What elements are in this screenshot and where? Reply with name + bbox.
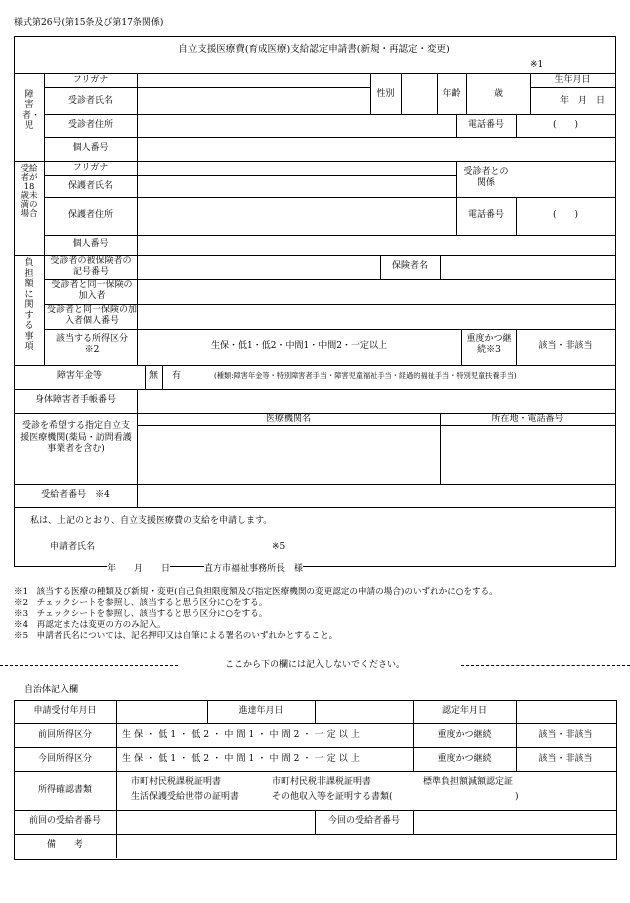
patient-address-label: 受診者住所 bbox=[67, 120, 113, 130]
addressee: 直方市福祉事務所長 様 bbox=[204, 564, 304, 574]
applicant-label: 申請者氏名 bbox=[50, 542, 96, 552]
declaration-text: 私は、上記のとおり、自立支援医療費の支給を申請します。 bbox=[30, 516, 273, 526]
age-unit: 歳 bbox=[494, 89, 504, 99]
prev-income-options: 生保・低1・低2・中間1・中間2・一定以上 bbox=[122, 730, 364, 740]
insured-number-label: 受診者の被保険者の記号番号 bbox=[50, 256, 132, 277]
footnote-5: ※5 申請者氏名については、記名押印又は自筆による署名のいずれかとすること。 bbox=[14, 631, 338, 641]
recipient-number-label: 受給者番号 ※4 bbox=[41, 490, 110, 500]
patient-section-label: 障害者・児 bbox=[22, 90, 41, 132]
doc-reduction-certificate: 標準負担額減額認定証 bbox=[423, 777, 514, 787]
institution-label: 受診を希望する指定自立支援医療機関(薬局・訪問看護事業者を含む) bbox=[20, 421, 132, 455]
doc-non-taxation-certificate: 市町村民税非課税証明書 bbox=[272, 777, 372, 787]
prev-recipient-label: 前回の受給者番号 bbox=[28, 816, 101, 826]
pension-none: 無 bbox=[148, 371, 158, 381]
severe-label: 重度かつ継続※3 bbox=[466, 334, 512, 355]
curr-severe-label: 重度かつ継続 bbox=[437, 754, 492, 764]
guardian-phone-format: ( ) bbox=[552, 210, 579, 220]
burden-section-label: 負担額に関する事項 bbox=[24, 258, 34, 353]
guardian-furigana-label: フリガナ bbox=[72, 163, 109, 173]
income-class-label: 該当する所得区分※2 bbox=[55, 334, 128, 355]
institution-name-header: 医療機関名 bbox=[265, 414, 311, 424]
patient-phone-format: ( ) bbox=[552, 120, 579, 130]
doc-other-income: その他収入等を証明する書類( bbox=[272, 792, 393, 802]
pension-label: 障害年金等 bbox=[56, 371, 102, 381]
prev-severe-options: 該当・非該当 bbox=[538, 730, 593, 740]
form-title: 自立支援医療費(育成医療)支給認定申請書(新規・再認定・変更) bbox=[178, 44, 450, 55]
patient-id-label: 個人番号 bbox=[72, 143, 109, 153]
footnote-4: ※4 再認定または変更の方のみ記入。 bbox=[14, 620, 166, 630]
footnote-3: ※3 チェックシートを参照し、該当すると思う区分に○をする。 bbox=[14, 609, 268, 619]
same-insured-label: 受診者と同一保険の加入者 bbox=[51, 280, 133, 301]
patient-phone-label: 電話番号 bbox=[467, 120, 504, 130]
income-docs-label: 所得確認書類 bbox=[37, 785, 92, 795]
handbook-label: 身体障害者手帳番号 bbox=[34, 395, 116, 405]
institution-address-header: 所在地・電話番号 bbox=[491, 414, 564, 424]
declaration-date: 年 月 日 bbox=[107, 564, 171, 574]
patient-name-label: 受診者氏名 bbox=[67, 96, 113, 106]
guardian-id-label: 個人番号 bbox=[72, 239, 109, 249]
severe-options: 該当・非該当 bbox=[538, 341, 593, 351]
curr-income-options: 生保・低1・低2・中間1・中間2・一定以上 bbox=[122, 754, 364, 764]
office-section-title: 自治体記入欄 bbox=[24, 685, 79, 695]
pension-types: (種類:障害年金等・特別障害者手当・障害児童福祉手当・経過的福祉手当・特別児童扶養手当) bbox=[214, 371, 517, 380]
guardian-address-label: 保護者住所 bbox=[67, 210, 113, 220]
relation-label: 受診者との関係 bbox=[463, 167, 509, 189]
note-mark-1: ※1 bbox=[530, 60, 544, 70]
same-insured-id-label: 受診者と同一保険の加入者個人番号 bbox=[47, 305, 138, 326]
birth-date-format: 年 月 日 bbox=[560, 96, 606, 106]
doc-taxation-certificate: 市町村民税課税証明書 bbox=[131, 777, 222, 787]
approval-date-label: 認定年月日 bbox=[441, 706, 487, 716]
guardian-phone-label: 電話番号 bbox=[467, 210, 504, 220]
pension-has: 有 bbox=[172, 371, 182, 381]
doc-welfare-certificate: 生活保護受給世帯の証明書 bbox=[131, 792, 240, 802]
received-date-label: 申請受付年月日 bbox=[33, 706, 97, 716]
form-number: 様式第26号(第15条及び第17条関係) bbox=[14, 18, 164, 28]
footnote-2: ※2 チェックシートを参照し、該当すると思う区分に○をする。 bbox=[14, 598, 268, 608]
footnote-1: ※1 該当する医療の種類及び新規・変更(自己負担限度額及び指定医療機関の変更認定の申請の場合)のいずれかに○をする。 bbox=[14, 587, 498, 597]
doc-other-income-close: ) bbox=[515, 792, 519, 802]
age-label: 年齢 bbox=[442, 89, 461, 99]
birth-date-label: 生年月日 bbox=[554, 75, 591, 85]
income-class-options: 生保・低1・低2・中間1・中間2・一定以上 bbox=[211, 341, 387, 351]
curr-severe-options: 該当・非該当 bbox=[538, 754, 593, 764]
insurer-name-label: 保険者名 bbox=[391, 261, 428, 271]
cut-line-text: ここから下の欄には記入しないでください。 bbox=[224, 660, 405, 670]
progress-date-label: 進達年月日 bbox=[238, 706, 284, 716]
prev-income-label: 前回所得区分 bbox=[37, 730, 92, 740]
note-mark-5: ※5 bbox=[272, 542, 286, 552]
curr-income-label: 今回所得区分 bbox=[37, 754, 92, 764]
guardian-section-label: 受給者が18歳未満の場合 bbox=[20, 164, 38, 219]
sex-label: 性別 bbox=[376, 89, 395, 99]
curr-recipient-label: 今回の受給者番号 bbox=[327, 816, 400, 826]
remarks-label: 備 考 bbox=[46, 840, 83, 850]
patient-furigana-label: フリガナ bbox=[72, 75, 109, 85]
prev-severe-label: 重度かつ継続 bbox=[437, 730, 492, 740]
guardian-name-label: 保護者氏名 bbox=[67, 181, 113, 191]
